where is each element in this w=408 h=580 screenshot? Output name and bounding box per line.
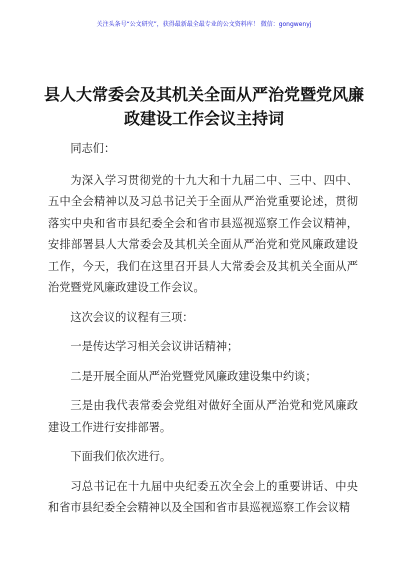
document-body: [48, 138, 358, 519]
paragraph-agenda-item-3: 三是由我代表常委会党组对做好全面从严治党和党风廉政建设工作进行安排部署。: [48, 399, 358, 434]
document-title: [40, 83, 368, 131]
title-line-2: 政建设工作会议主持词: [123, 109, 284, 128]
title-line-1: 县人大常委会及其机关全面从严治党暨党风廉: [43, 85, 364, 104]
paragraph-intro: 为深入学习贯彻党的十九大和十九届二中、三中、四中、五中全会精神以及习总书记关于全面从严治党重要论述，贯彻落实中央和省市县纪委全会和省市县巡视巡察工作会议精神，安排部署县人大常委会及其机关全面从严治党和党风廉政建设工作，今天，我们在这里召开县人大常委会及其机关全面从严治党暨党风廉政建设工作会议。: [48, 173, 358, 294]
paragraph-proceed: 下面我们依次进行。: [70, 450, 172, 463]
paragraph-continuation: 习总书记在十九届中央纪委五次全会上的重要讲话、中央和省市县纪委全会精神以及全国和省市县巡视巡察工作会议精: [48, 479, 358, 514]
paragraph-agenda-item-2: 二是开展全面从严治党暨党风廉政建设集中约谈；: [70, 369, 317, 383]
paragraph-agenda-heading: 这次会议的议程有三项：: [70, 310, 194, 324]
greeting: 同志们：: [70, 142, 116, 155]
header-promo-note: 关注头条号“公文研究”，获得最新最全最专业的公文资料库！ 微信：gongwenyj: [96, 21, 312, 28]
paragraph-agenda-item-1: 一是传达学习相关会议讲话精神；: [70, 340, 239, 353]
